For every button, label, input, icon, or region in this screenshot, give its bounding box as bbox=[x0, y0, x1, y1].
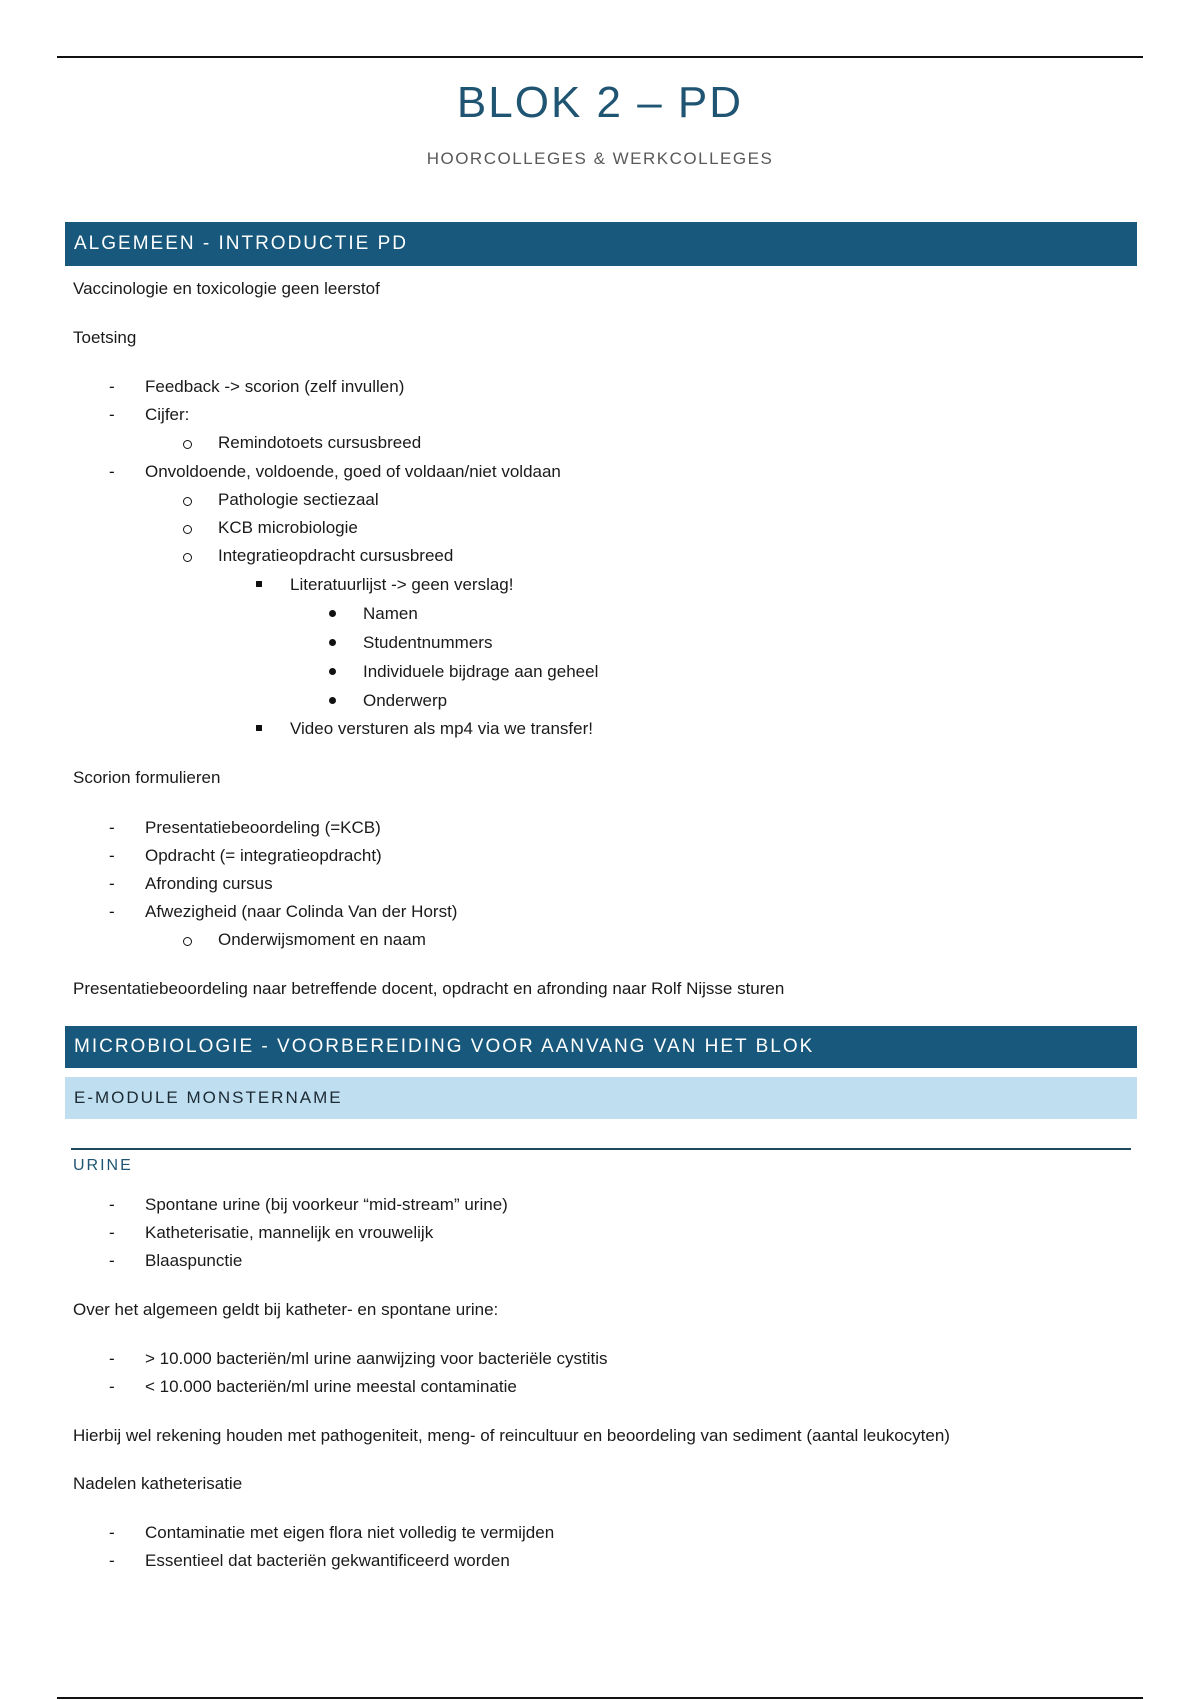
circle-bullet bbox=[183, 937, 192, 946]
section-heading-label: ALGEMEEN - INTRODUCTIE PD bbox=[74, 233, 408, 254]
dot-bullet bbox=[329, 668, 336, 675]
square-bullet bbox=[256, 725, 262, 731]
dash-bullet: - bbox=[109, 1349, 115, 1368]
dash-bullet: - bbox=[109, 1551, 115, 1570]
list-item: Video versturen als mp4 via we transfer! bbox=[290, 719, 593, 738]
dash-bullet: - bbox=[109, 1377, 115, 1396]
list-item: Integratieopdracht cursusbreed bbox=[218, 546, 454, 565]
section-heading-algemeen bbox=[65, 222, 1137, 266]
dash-bullet: - bbox=[109, 377, 115, 396]
list-item: Onderwerp bbox=[363, 691, 448, 710]
urine-heading: URINE bbox=[73, 1157, 133, 1174]
circle-bullet bbox=[183, 497, 192, 506]
page-subtitle: HOORCOLLEGES & WERKCOLLEGES bbox=[426, 149, 774, 168]
list-item: KCB microbiologie bbox=[218, 518, 358, 537]
divider bbox=[71, 1148, 1131, 1150]
circle-bullet bbox=[183, 440, 192, 449]
list-item: Cijfer: bbox=[145, 405, 190, 424]
subsection-heading-label: E-MODULE MONSTERNAME bbox=[74, 1088, 343, 1107]
nadelen-label: Nadelen katheterisatie bbox=[73, 1474, 243, 1493]
list-item: Onvoldoende, voldoende, goed of voldaan/niet voldaan bbox=[145, 462, 561, 481]
dot-bullet bbox=[329, 697, 336, 704]
list-item: Afronding cursus bbox=[145, 874, 273, 893]
dash-bullet: - bbox=[109, 1223, 115, 1242]
list-item: > 10.000 bacteriën/ml urine aanwijzing voor bacteriële cystitis bbox=[145, 1349, 608, 1368]
dash-bullet: - bbox=[109, 818, 115, 837]
dash-bullet: - bbox=[109, 405, 115, 424]
dash-bullet: - bbox=[109, 846, 115, 865]
list-item: Katheterisatie, mannelijk en vrouwelijk bbox=[145, 1223, 434, 1242]
list-item: Opdracht (= integratieopdracht) bbox=[145, 846, 382, 865]
dash-bullet: - bbox=[109, 902, 115, 921]
intro-text: Vaccinologie en toxicologie geen leerstof bbox=[73, 279, 380, 298]
list-item: Onderwijsmoment en naam bbox=[218, 930, 426, 949]
dot-bullet bbox=[329, 610, 336, 617]
algemeen-label: Over het algemeen geldt bij katheter- en spontane urine: bbox=[73, 1300, 499, 1319]
section-heading-microbiologie bbox=[65, 1026, 1137, 1068]
circle-bullet bbox=[183, 553, 192, 562]
closing-text: Presentatiebeoordeling naar betreffende docent, opdracht en afronding naar Rolf Nijsse sturen bbox=[73, 979, 785, 998]
toetsing-label: Toetsing bbox=[73, 328, 137, 347]
dot-bullet bbox=[329, 639, 336, 646]
hierbij-text: Hierbij wel rekening houden met pathogeniteit, meng- of reincultuur en beoordeling van sediment (aantal leukocyten) bbox=[73, 1426, 950, 1445]
page-title: BLOK 2 – PD bbox=[456, 78, 744, 127]
list-item: Namen bbox=[363, 604, 418, 623]
dash-bullet: - bbox=[109, 1195, 115, 1214]
list-item: Spontane urine (bij voorkeur “mid-stream” urine) bbox=[145, 1195, 508, 1214]
scorion-label: Scorion formulieren bbox=[73, 768, 221, 787]
list-item: Studentnummers bbox=[363, 633, 493, 652]
section-heading-label: MICROBIOLOGIE - VOORBEREIDING VOOR AANVANG VAN HET BLOK bbox=[74, 1036, 815, 1057]
bottom-rule bbox=[57, 1697, 1143, 1699]
circle-bullet bbox=[183, 525, 192, 534]
list-item: Remindotoets cursusbreed bbox=[218, 433, 422, 452]
dash-bullet: - bbox=[109, 1251, 115, 1270]
list-item: Literatuurlijst -> geen verslag! bbox=[290, 575, 514, 594]
list-item: Essentieel dat bacteriën gekwantificeerd worden bbox=[145, 1551, 510, 1570]
top-rule bbox=[57, 56, 1143, 58]
list-item: Blaaspunctie bbox=[145, 1251, 243, 1270]
list-item: < 10.000 bacteriën/ml urine meestal contaminatie bbox=[145, 1377, 517, 1396]
list-item: Individuele bijdrage aan geheel bbox=[363, 662, 599, 681]
dash-bullet: - bbox=[109, 874, 115, 893]
list-item: Contaminatie met eigen flora niet volledig te vermijden bbox=[145, 1523, 555, 1542]
dash-bullet: - bbox=[109, 1523, 115, 1542]
dash-bullet: - bbox=[109, 462, 115, 481]
list-item: Presentatiebeoordeling (=KCB) bbox=[145, 818, 381, 837]
list-item: Feedback -> scorion (zelf invullen) bbox=[145, 377, 405, 396]
square-bullet bbox=[256, 581, 262, 587]
list-item: Pathologie sectiezaal bbox=[218, 490, 379, 509]
list-item: Afwezigheid (naar Colinda Van der Horst) bbox=[145, 902, 458, 921]
subsection-heading-monstername bbox=[65, 1077, 1137, 1119]
